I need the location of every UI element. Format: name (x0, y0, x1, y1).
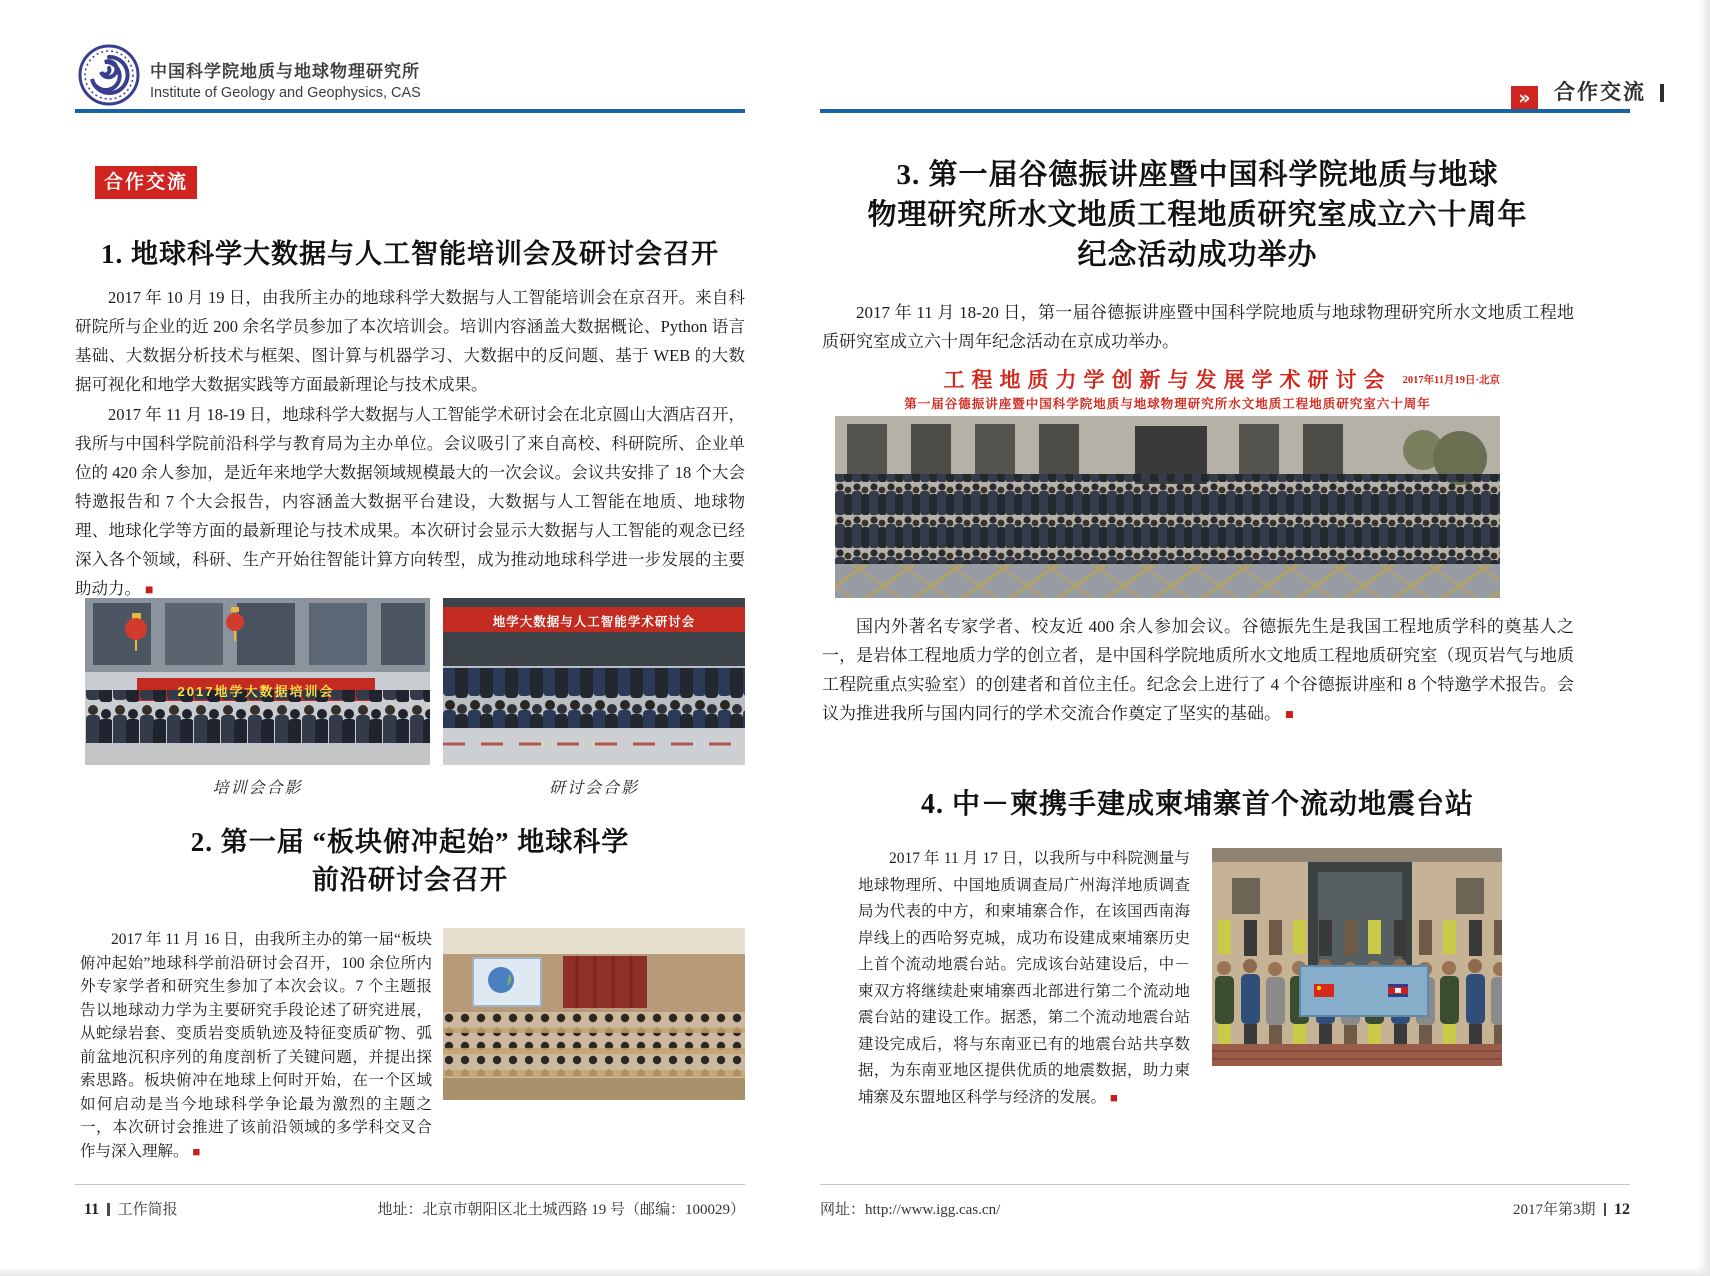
article1-paragraph-2 (75, 400, 745, 605)
photo-banner-text: 2017地学大数据培训会 (177, 684, 335, 699)
footer-website: 网址：http://www.igg.cas.cn/ (820, 1202, 1001, 1218)
footer-rule-left (75, 1184, 745, 1185)
photo-seminar-group (443, 598, 745, 765)
article3-paragraph-2-text: 国内外著名专家学者、校友近 400 余人参加会议。谷德振先生是我国工程地质学科的奠基人之一，是岩体工程地质力学的创立者，是中国科学院地质所水文地质工程地质研究室（现页岩气与地质工程院重点实验室）的创建者和首位主任。纪念会上进行了 4 个谷德振讲座和 8 个特邀学术报告。会议为推进我所与国内同行的学术交流合作奠定了坚实的基础。 (822, 617, 1574, 723)
article3-title-line3: 纪念活动成功举办 (1077, 239, 1318, 271)
separator-bar (1660, 84, 1664, 102)
section-tag-label: 合作交流 (1554, 81, 1646, 104)
institute-name-cn: 中国科学院地质与地球物理研究所 (150, 62, 420, 81)
footer-publication-label: 工作简报 (117, 1202, 178, 1218)
page-number-left: 11 (84, 1201, 100, 1218)
article2-title-line2: 前沿研讨会召开 (312, 865, 508, 895)
footer-address: 地址：北京市朝阳区北土城西路 19 号（邮编：100029） (377, 1202, 745, 1218)
scan-edge-bottom (0, 1267, 1710, 1276)
photo-anniversary-group (835, 416, 1500, 598)
article3-paragraph-2 (822, 612, 1574, 730)
separator-bar (1604, 1203, 1607, 1216)
header-rule-left (75, 109, 745, 113)
footer-issue: 2017年第3期 (1512, 1202, 1596, 1218)
article1-paragraph-2-text: 2017 年 11 月 18-19 日，地球科学大数据与人工智能学术研讨会在北京圆山大酒店召开，我所与中国科学院前沿科学与教育局为主办单位。会议吸引了来自高校、科研院所、企业单位的 420 余人参加，是近年来地学大数据领域规模最大的一次会议。会议共安排了 18 个大会特邀报告和 7 个大会报告，内容涵盖大数据平台建设，大数据与人工智能在地质、地球物理、地球化学等方面的最新理论与技术成果。本次研讨会显示大数据与人工智能的观念已经深入各个领域，科研、生产开始往智能计算方向转型，成为推动地球科学进一步发展的主要助动力。 (75, 405, 745, 598)
institute-name (150, 57, 421, 101)
article1-paragraph-1: 2017 年 10 月 19 日，由我所主办的地球科学大数据与人工智能培训会在京召开。来自科研院所与企业的近 200 余名学员参加了本次培训会。培训内容涵盖大数据概论、Python 语言基础、大数据分析技术与框架、图计算与机器学习、大数据中的反问题、基于 WEB 的大数据可视化和地学大数据实践等方面最新理论与技术成果。 (75, 288, 745, 394)
article2-paragraph-1-text: 2017 年 11 月 16 日，由我所主办的第一届“板块俯冲起始”地球科学前沿研讨会召开，100 余位所内外专家学者和研究生参加了本次会议。7 个主题报告以地球动力学为主要研究手段论述了研究进展，从蛇绿岩套、变质岩变质轨迹及特征变质矿物、弧前盆地沉积序列的角度剖析了关键问题，并提出探索思路。板块俯冲在地球上何时开始，在一个区域如何启动是当今地球科学争论最为激烈的主题之一，本次研讨会推进了该前沿领域的多学科交叉合作与深入理解。 (80, 931, 432, 1160)
photo-training-group (85, 598, 430, 765)
photo-caption-training: 培训会合影 (212, 780, 303, 797)
photo-lecture-hall (443, 928, 745, 1100)
article4-paragraph-1 (858, 846, 1190, 1111)
end-mark: ■ (1110, 1089, 1118, 1105)
scan-edge-right (1698, 0, 1710, 1276)
page-number-right: 12 (1614, 1201, 1630, 1218)
section-label-box: 合作交流 (95, 166, 197, 199)
chevron-icon: » (1511, 86, 1538, 113)
photo-caption-seminar: 研讨会合影 (548, 780, 639, 797)
end-mark: ■ (192, 1143, 201, 1159)
article1-title: 1. 地球科学大数据与人工智能培训会及研讨会召开 (101, 239, 719, 269)
group-photo-banner-sub: 第一届谷德振讲座暨中国科学院地质与地球物理研究所水文地质工程地质研究室六十周年 (904, 397, 1431, 411)
article4-paragraph-1-text: 2017 年 11 月 17 日，以我所与中科院测量与地球物理所、中国地质调查局广州海洋地质调查局为代表的中方，和柬埔寨合作，在该国西南海岸线上的西哈努克城，成功布设建成柬埔寨历史上首个流动地震台站。完成该台站建设后，中－柬双方将继续赴柬埔寨西北部进行第二个流动地震台站的建设工作。据悉，第二个流动地震台站建设完成后，将与东南亚已有的地震台站共享数据，为东南亚地区提供优质的地震数据，助力柬埔寨及东盟地区科学与经济的发展。 (858, 850, 1190, 1106)
article2-title-line1: 2. 第一届 “板块俯冲起始” 地球科学 (190, 827, 630, 857)
footer-right (1330, 1198, 1630, 1219)
end-mark: ■ (145, 583, 154, 598)
group-photo-banner-main: 工程地质力学创新与发展学术研讨会 (943, 368, 1392, 392)
separator-bar (107, 1203, 110, 1216)
end-mark: ■ (1285, 707, 1294, 723)
article3-paragraph-1: 2017 年 11 月 18-20 日，第一届谷德振讲座暨中国科学院地质与地球物理研究所水文地质工程地质研究室成立六十周年纪念活动在京成功举办。 (822, 303, 1574, 351)
institute-logo (78, 44, 140, 106)
footer-rule-right (820, 1184, 1630, 1185)
article2-paragraph-1 (80, 928, 432, 1163)
article3-title-line1: 3. 第一届谷德振讲座暨中国科学院地质与地球 (896, 159, 1499, 191)
article3-title-line2: 物理研究所水文地质工程地质研究室成立六十周年 (867, 199, 1528, 231)
header-rule-right (820, 109, 1630, 113)
institute-name-en: Institute of Geology and Geophysics, CAS (150, 85, 421, 101)
header-section-tag (1511, 76, 1664, 113)
footer-left (84, 1198, 178, 1219)
photo-cambodia-station (1212, 848, 1502, 1066)
article4-title: 4. 中－柬携手建成柬埔寨首个流动地震台站 (920, 789, 1474, 820)
photo-banner-text: 地学大数据与人工智能学术研讨会 (492, 615, 696, 629)
group-photo-banner-date: 2017年11月19日·北京 (1402, 375, 1500, 386)
